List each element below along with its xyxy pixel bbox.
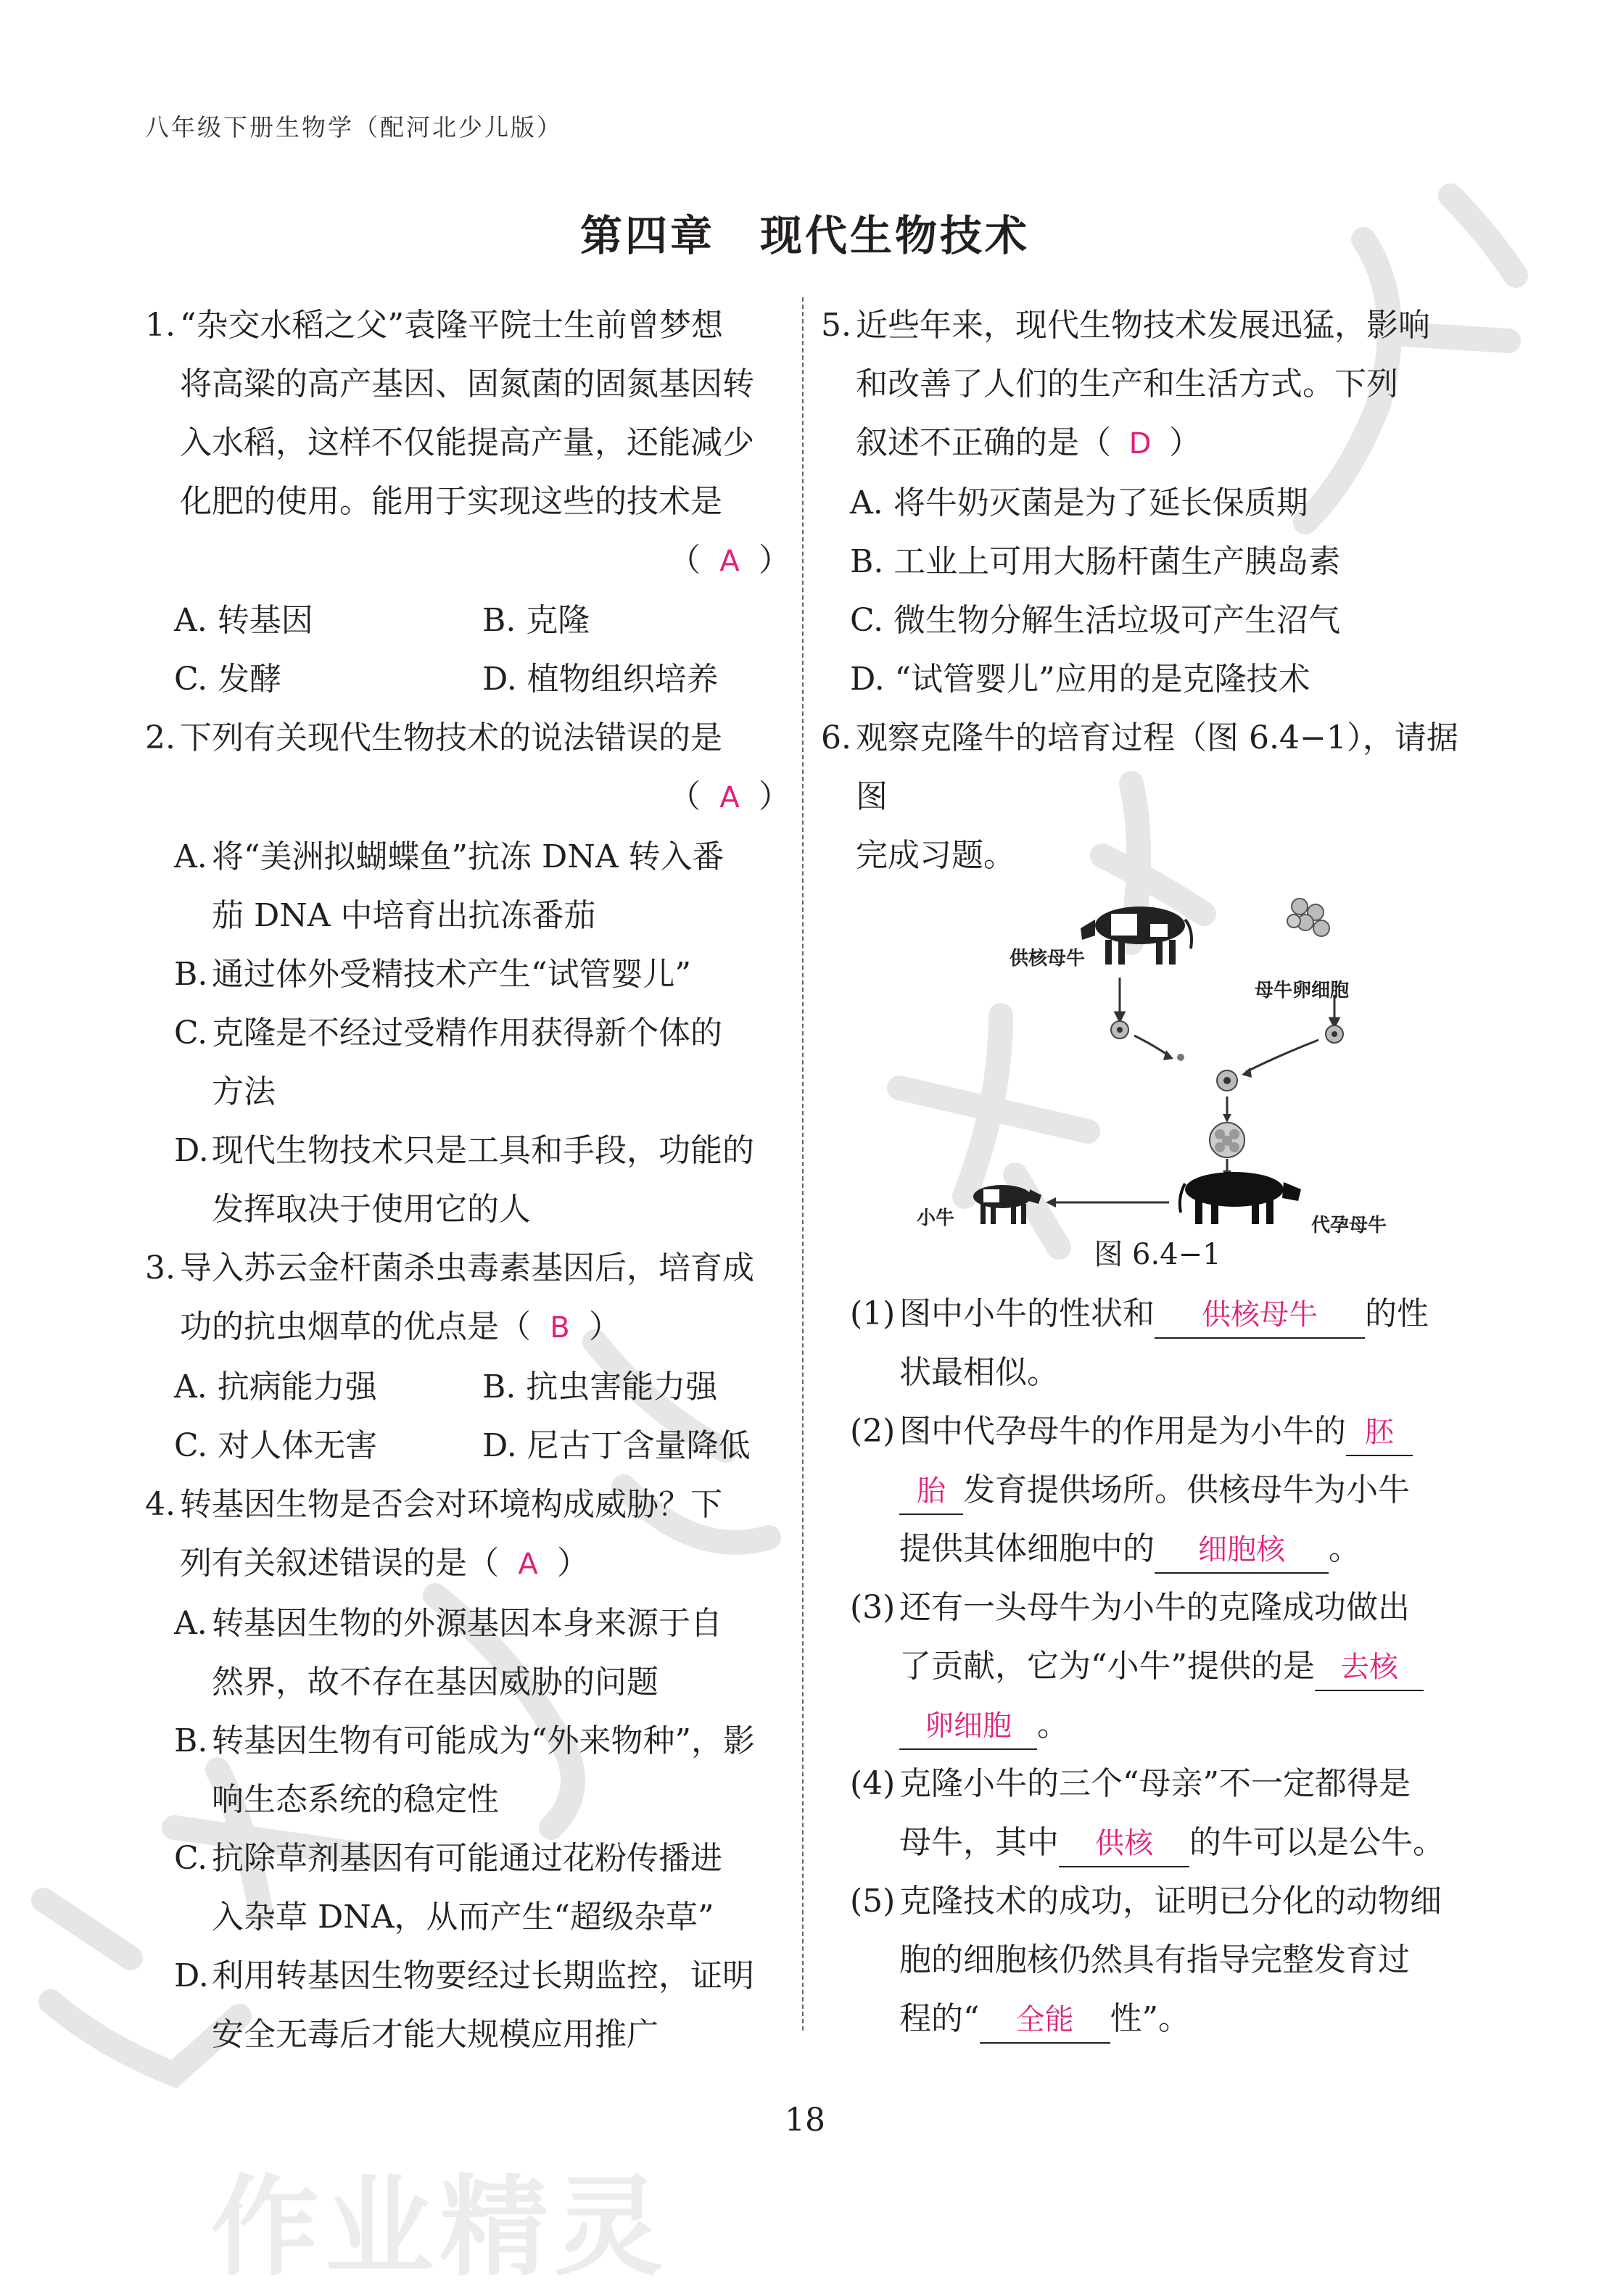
right-column	[821, 296, 1465, 2048]
options-row	[145, 1416, 790, 1475]
left-column	[145, 296, 790, 2064]
option-text: 将“美洲拟蝴蝶鱼”抗冻 DNA 转入番	[212, 838, 724, 875]
option	[145, 1004, 790, 1121]
page-header: 八年级下册生物学（配河北少儿版）	[145, 113, 563, 141]
label-donor-cow: 供核母牛	[1010, 948, 1086, 970]
sub-number: (3)	[850, 1589, 896, 1626]
sub-text: 状最相似。	[899, 1354, 1059, 1391]
option-label: A.	[174, 1605, 207, 1642]
question-text: 转基因生物是否会对环境构成威胁？下	[180, 1486, 722, 1523]
option-text: 抗除草剂基因有可能通过花粉传播进	[212, 1840, 722, 1877]
question-text: 入水稻，这样不仅能提高产量，还能减少	[180, 424, 754, 461]
sub-number: (2)	[850, 1413, 896, 1450]
option-text: 入杂草 DNA，从而产生“超级杂草”	[212, 1899, 714, 1936]
page-number: 18	[785, 2102, 825, 2139]
option-label: C.	[174, 1015, 208, 1052]
text-part: 提供其体细胞中的	[899, 1530, 1155, 1567]
question-text: 功的抗虫烟草的优点是（ B ）	[180, 1297, 790, 1358]
sub-text	[899, 1637, 1465, 1696]
text-part: 程的“	[899, 2000, 980, 2037]
option: C. 发酵	[174, 661, 282, 698]
question-number: 4.	[145, 1486, 176, 1523]
text-part: 图中代孕母牛的作用是为小牛的	[899, 1413, 1346, 1450]
text-part: 。	[1329, 1530, 1361, 1567]
option: B. 抗虫害能力强	[482, 1368, 718, 1405]
text-part: 了贡献，它为“小牛”提供的是	[899, 1648, 1315, 1685]
option-label: D.	[174, 1132, 209, 1169]
text-part: 性”。	[1110, 2000, 1190, 2037]
answer-choice: B	[550, 1311, 570, 1345]
option	[145, 945, 790, 1004]
options-row	[145, 1358, 790, 1416]
question-number: 3.	[145, 1250, 176, 1287]
sub-text: 胞的细胞核仍然具有指导完整发育过	[899, 1941, 1410, 1978]
question-number: 1.	[145, 307, 176, 344]
embryo-icon	[1210, 1123, 1244, 1157]
option-label: D.	[174, 1957, 209, 1994]
option-text: 转基因生物有可能成为“外来物种”，影	[212, 1722, 755, 1759]
option-text: 克隆是不经过受精作用获得新个体的	[212, 1015, 722, 1052]
app-watermark: 作业精灵	[210, 2165, 669, 2291]
question-6	[821, 709, 1465, 885]
sub-question-3	[821, 1578, 1465, 1754]
answer-blank: 胎	[899, 1469, 963, 1515]
answer-blank: 去核	[1315, 1645, 1424, 1691]
question-text-part: 列有关叙述错误的是	[180, 1545, 467, 1582]
option: D. “试管婴儿”应用的是克隆技术	[850, 661, 1310, 698]
sub-text	[899, 1284, 1465, 1343]
surrogate-cow-icon	[1180, 1172, 1301, 1224]
sub-question-2	[821, 1402, 1465, 1578]
options-row	[145, 650, 790, 709]
sub-number: (1)	[850, 1295, 896, 1332]
answer-blank: 卵细胞	[899, 1704, 1037, 1750]
answer-blank: 供核母牛	[1155, 1292, 1365, 1339]
option-label: A.	[174, 838, 207, 875]
question-text: 导入苏云金杆菌杀虫毒素基因后，培育成	[180, 1250, 754, 1287]
answer-choice: A	[719, 545, 740, 578]
option: C. 微生物分解生活垃圾可产生沼气	[850, 602, 1341, 639]
answer-line: （ A ）	[180, 767, 790, 827]
option-label: B.	[174, 1722, 208, 1759]
text-part: 发育提供场所。供核母牛为小牛	[963, 1471, 1410, 1508]
option-label: C.	[174, 1840, 208, 1877]
option	[145, 1946, 790, 2064]
sub-text	[899, 1519, 1465, 1578]
question-number: 5.	[821, 307, 851, 344]
answer-blank: 供核	[1059, 1821, 1189, 1867]
text-part: 。	[1037, 1706, 1069, 1743]
question-number: 2.	[145, 719, 176, 756]
sub-question-4	[821, 1754, 1465, 1872]
label-calf: 小牛	[917, 1207, 955, 1229]
chapter-title: 第四章 现代生物技术	[579, 211, 1030, 260]
option-text: 现代生物技术只是工具和手段，功能的	[212, 1132, 754, 1169]
option	[145, 827, 790, 945]
option-label: B.	[174, 956, 208, 993]
option: C. 对人体无害	[174, 1427, 378, 1464]
label-surrogate-cow: 代孕母牛	[1311, 1215, 1387, 1236]
figure-caption: 图 6.4−1	[1094, 1238, 1221, 1271]
column-divider	[802, 297, 804, 2031]
text-part: 图中小牛的性状和	[899, 1295, 1155, 1332]
option-text: 通过体外受精技术产生“试管婴儿”	[212, 956, 691, 993]
question-3	[145, 1239, 790, 1358]
question-text: 完成习题。	[856, 837, 1015, 874]
option-text: 利用转基因生物要经过长期监控，证明	[212, 1957, 754, 1994]
question-text: “杂交水稻之父”袁隆平院士生前曾梦想	[180, 307, 723, 344]
answer-choice: A	[719, 781, 740, 814]
question-5	[821, 296, 1465, 474]
option-text: 响生态系统的稳定性	[212, 1781, 499, 1818]
question-text-part: 叙述不正确的是	[856, 424, 1079, 461]
option-text: 安全无毒后才能大规模应用推广	[212, 2016, 659, 2053]
option: B. 工业上可用大肠杆菌生产胰岛素	[850, 543, 1341, 580]
cloning-diagram	[850, 885, 1465, 1226]
sub-text: 还有一头母牛为小牛的克隆成功做出	[899, 1589, 1410, 1626]
sub-text: 克隆技术的成功，证明已分化的动物细	[899, 1883, 1442, 1920]
option	[145, 1121, 790, 1239]
question-text: 观察克隆牛的培育过程（图 6.4−1），请据图	[856, 719, 1458, 815]
option	[145, 1594, 790, 1711]
sub-text	[899, 1989, 1465, 2048]
option: A. 抗病能力强	[174, 1368, 377, 1405]
answer-line: （ A ）	[180, 531, 790, 591]
question-number: 6.	[821, 719, 851, 756]
answer-blank: 胚	[1346, 1410, 1413, 1456]
question-text-part: 功的抗虫烟草的优点是	[180, 1308, 499, 1345]
cell-icon	[1111, 1021, 1343, 1091]
label-egg-cell: 母牛卵细胞	[1255, 980, 1350, 1002]
sub-text	[899, 1813, 1465, 1872]
answer-choice: A	[518, 1548, 538, 1581]
question-4	[145, 1475, 790, 1594]
option-text: 转基因生物的外源基因本身来源于自	[212, 1605, 722, 1642]
question-text: 将高粱的高产基因、固氮菌的固氮基因转	[180, 366, 754, 402]
sub-text	[899, 1696, 1465, 1754]
options-row	[145, 591, 790, 650]
question-2	[145, 709, 790, 827]
question-text: 化肥的使用。能用于实现这些的技术是	[180, 483, 722, 520]
option: D. 植物组织培养	[482, 661, 719, 698]
option: A. 转基因	[174, 602, 313, 639]
option-text: 然界，故不存在基因威胁的问题	[212, 1664, 659, 1701]
option: B. 克隆	[482, 602, 590, 639]
donor-cow-icon	[1081, 907, 1192, 965]
calf-icon	[973, 1185, 1041, 1224]
question-text: 列有关叙述错误的是（ A ）	[180, 1534, 790, 1594]
sub-text	[899, 1402, 1465, 1461]
sub-text	[899, 1461, 1465, 1519]
option-text: 茄 DNA 中培育出抗冻番茄	[212, 897, 596, 934]
egg-cells-icon	[1287, 899, 1329, 936]
sub-question-5	[821, 1872, 1465, 2048]
question-text: 叙述不正确的是（ D ）	[856, 413, 1465, 474]
option-text: 发挥取决于使用它的人	[212, 1191, 531, 1228]
text-part: 的性	[1365, 1295, 1429, 1332]
text-part: 母牛，其中	[899, 1824, 1059, 1861]
cloning-figure	[850, 885, 1465, 1236]
sub-question-1	[821, 1284, 1465, 1402]
option	[145, 1829, 790, 1946]
text-part: 的牛可以是公牛。	[1189, 1824, 1445, 1861]
sub-number: (4)	[850, 1765, 896, 1802]
question-1	[145, 296, 790, 591]
answer-blank: 全能	[980, 1997, 1110, 2044]
question-text: 下列有关现代生物技术的说法错误的是	[180, 719, 722, 756]
sub-text: 克隆小牛的三个“母亲”不一定都得是	[899, 1765, 1411, 1802]
question-text: 和改善了人们的生产和生活方式。下列	[856, 366, 1398, 402]
answer-blank: 细胞核	[1155, 1527, 1329, 1574]
option: D. 尼古丁含量降低	[482, 1427, 751, 1464]
option: A. 将牛奶灭菌是为了延长保质期	[850, 484, 1308, 521]
answer-choice: D	[1128, 427, 1152, 461]
sub-number: (5)	[850, 1883, 896, 1920]
option-text: 方法	[212, 1073, 276, 1110]
option	[145, 1711, 790, 1829]
question-text: 近些年来，现代生物技术发展迅猛，影响	[856, 307, 1430, 344]
